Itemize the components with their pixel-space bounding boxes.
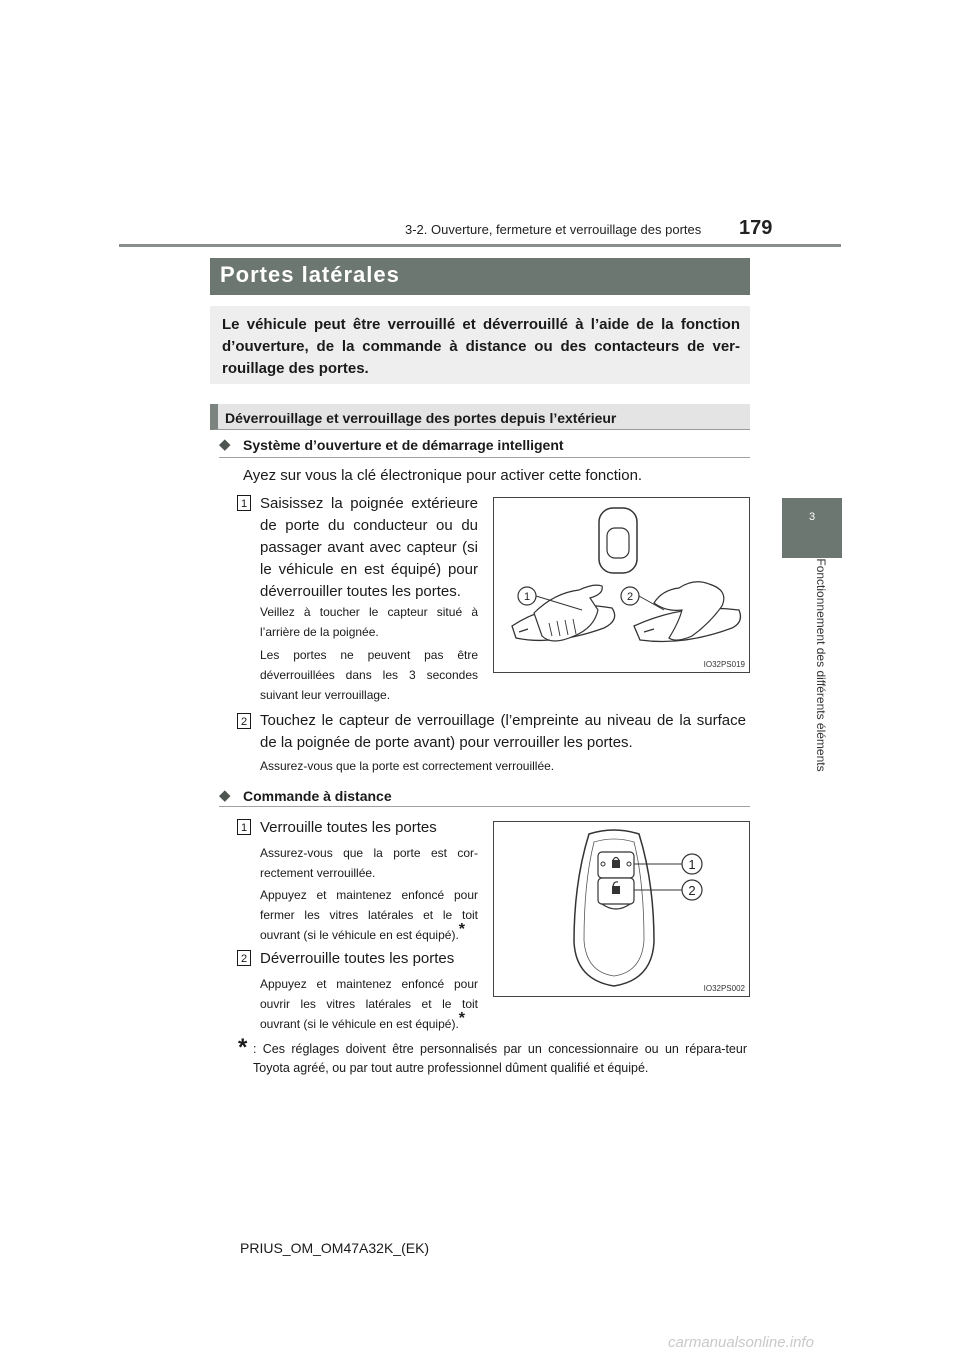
section1-step2-note: Assurez-vous que la porte est correctement verrouillée. xyxy=(260,759,555,773)
running-header-section: 3-2. Ouverture, fermeture et verrouillage des portes xyxy=(405,222,702,237)
section2-step1-text: Verrouille toutes les portes xyxy=(260,819,437,836)
section1-title: Système d’ouverture et de démarrage intelligent xyxy=(243,437,564,453)
section2-step1-note1: Assurez-vous que la porte est cor-rectement verrouillée. xyxy=(260,846,478,880)
figure2-code: IO32PS002 xyxy=(703,984,745,993)
footnote-star-marker: * xyxy=(238,1034,248,1061)
figure2-callout1: 1 xyxy=(688,857,696,872)
figure1-callout2: 2 xyxy=(626,591,634,603)
footnote-star: * xyxy=(458,921,466,938)
header-rule xyxy=(119,244,841,247)
remote-key-icon xyxy=(494,822,749,996)
intro-text: Le véhicule peut être verrouillé et déverrouillé à l’aide de la fonction d’ouverture, de la commande à distance ou des contacteurs de ver-rouillage des portes. xyxy=(222,316,740,377)
section2-step2-text: Déverrouille toutes les portes xyxy=(260,950,455,967)
page-number: 179 xyxy=(739,217,773,239)
section2-step1-note2-text: Appuyez et maintenez enfoncé pour fermer les vitres latérales et le toit ouvrant (si le véhicule en est équipé). xyxy=(260,888,478,942)
chapter-tab xyxy=(782,498,842,558)
step-number: 1 xyxy=(237,495,251,511)
section1-lead: Ayez sur vous la clé électronique pour activer cette fonction. xyxy=(243,467,643,484)
figure1-code: IO32PS019 xyxy=(703,660,745,669)
section1-step1-note2: Les portes ne peuvent pas être déverrouillées dans les 3 secondes suivant leur verrouillage. xyxy=(260,648,478,702)
page-title: Portes latérales xyxy=(220,262,400,287)
section2-step2-note xyxy=(260,974,478,1034)
section2-step1-note2 xyxy=(260,885,478,945)
illustration-door-handle xyxy=(493,497,750,673)
subheading: Déverrouillage et verrouillage des portes depuis l’extérieur xyxy=(225,410,617,426)
footnote-star: * xyxy=(458,1010,466,1027)
section1-step2-text: Touchez le capteur de verrouillage (l’empreinte au niveau de la surface de la poignée de porte avant) pour verrouiller les portes. xyxy=(260,712,746,751)
hand-door-handle-icon xyxy=(494,498,749,672)
watermark: carmanualsonline.info xyxy=(668,1334,814,1351)
step-number: 1 xyxy=(237,819,251,835)
section1-step1-note1: Veillez à toucher le capteur situé à l’arrière de la poignée. xyxy=(260,605,478,639)
section2-step2-note-text: Appuyez et maintenez enfoncé pour ouvrir les vitres latérales et le toit ouvrant (si le véhicule en est équipé). xyxy=(260,977,478,1031)
diamond-bullet-icon: ◆ xyxy=(219,436,231,453)
figure2-callout2: 2 xyxy=(688,883,696,898)
step-number: 2 xyxy=(237,713,251,729)
chapter-label: Fonctionnement des différents éléments xyxy=(814,558,828,772)
document-code: PRIUS_OM_OM47A32K_(EK) xyxy=(240,1240,430,1256)
chapter-number: 3 xyxy=(808,511,816,523)
footnote-text: : Ces réglages doivent être personnalisés par un concessionnaire ou un répara-teur Toyota agréé, ou par tout autre professionnel dûment qualifié et équipé. xyxy=(253,1042,747,1075)
section1-rule xyxy=(219,457,750,458)
figure1-callout1: 1 xyxy=(523,591,531,603)
diamond-bullet-icon: ◆ xyxy=(219,787,231,804)
section2-rule xyxy=(219,806,750,807)
step-number: 2 xyxy=(237,950,251,966)
illustration-remote-key xyxy=(493,821,750,997)
section2-title: Commande à distance xyxy=(243,788,392,804)
section1-step1-text: Saisissez la poignée extérieure de porte du conducteur ou du passager avant avec capteur (si le véhicule en est équipé) pour déverrouiller toutes les portes. xyxy=(260,495,478,600)
